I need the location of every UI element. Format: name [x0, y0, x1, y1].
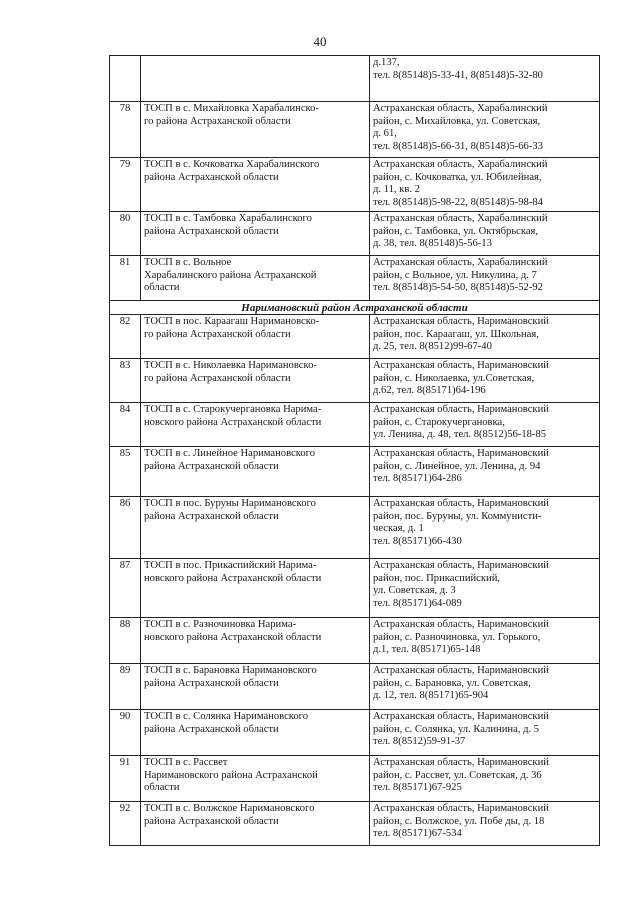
- address-line: Астраханская область, Наримановский: [373, 404, 549, 415]
- address-line: Астраханская область, Наримановский: [373, 360, 549, 371]
- address-line: д.62, тел. 8(85171)64-196: [373, 385, 486, 396]
- table-row: [110, 802, 600, 846]
- address-line: д.1, тел. 8(85171)65-148: [373, 644, 481, 655]
- tosp-name-line: новского района Астраханской области: [144, 631, 322, 643]
- tosp-name-line: района Астраханской области: [144, 815, 279, 827]
- address-cell: [370, 618, 600, 664]
- tosp-name-line: ТОСП в пос. Прикаспийский Нарима-: [144, 560, 317, 571]
- row-number: 83: [110, 359, 141, 403]
- row-number: 88: [110, 618, 141, 664]
- tosp-name-line: ТОСП в с. Тамбовка Харабалинского: [144, 213, 312, 224]
- tosp-name-line: района Астраханской области: [144, 723, 279, 735]
- tosp-name-cell: [141, 618, 370, 664]
- address-cell: [370, 710, 600, 756]
- address-line: Астраханская область, Наримановский: [373, 757, 549, 768]
- address-line: Астраханская область, Наримановский: [373, 560, 549, 571]
- tosp-registry-table: [109, 55, 600, 846]
- address-line: Астраханская область, Харабалинский: [373, 257, 548, 268]
- address-line: тел. 8(85171)67-534: [373, 828, 462, 839]
- tosp-name-line: области: [144, 782, 180, 793]
- row-number: 80: [110, 212, 141, 256]
- table-row: [110, 618, 600, 664]
- tosp-name-line: ТОСП в с. Старокучергановка Нарима-: [144, 404, 322, 415]
- row-number: 84: [110, 403, 141, 447]
- address-line: район, с. Николаевка, ул.Советская,: [373, 372, 535, 384]
- row-number: 91: [110, 756, 141, 802]
- tosp-name-line: ТОСП в пос. Буруны Наримановского: [144, 498, 316, 509]
- address-cell: [370, 212, 600, 256]
- row-number: 90: [110, 710, 141, 756]
- address-cell: [370, 497, 600, 559]
- address-line: район, пос. Прикаспийский,: [373, 572, 501, 584]
- address-line: район, с. Разночиновка, ул. Горького,: [373, 631, 541, 643]
- address-line: район, с. Рассвет, ул. Советская, д. 36: [373, 769, 542, 781]
- tosp-name-cell: [141, 447, 370, 497]
- row-number: 79: [110, 158, 141, 212]
- address-cell: [370, 447, 600, 497]
- address-cell: [370, 664, 600, 710]
- tosp-name-line: ТОСП в с. Рассвет: [144, 757, 228, 768]
- address-cell: [370, 102, 600, 158]
- address-line: д.137,: [373, 57, 400, 68]
- address-cell: [370, 256, 600, 301]
- row-number: 87: [110, 559, 141, 618]
- tosp-name-cell: [141, 664, 370, 710]
- tosp-name-line: ТОСП в с. Волжское Наримановского: [144, 803, 315, 814]
- row-number: 89: [110, 664, 141, 710]
- address-line: Астраханская область, Наримановский: [373, 619, 549, 630]
- tosp-name-line: района Астраханской области: [144, 225, 279, 237]
- address-line: ул. Ленина, д. 48, тел. 8(8512)56-18-85: [373, 429, 547, 440]
- tosp-name-line: го района Астраханской области: [144, 372, 291, 384]
- address-line: район, с Вольное, ул. Никулина, д. 7: [373, 269, 537, 281]
- tosp-name-line: ТОСП в с. Николаевка Наримановско-: [144, 360, 317, 371]
- address-cell: [370, 559, 600, 618]
- address-line: тел. 8(85171)64-286: [373, 473, 462, 484]
- address-cell: [370, 802, 600, 846]
- tosp-name-cell: [141, 256, 370, 301]
- address-line: ческая, д. 1: [373, 523, 424, 534]
- tosp-name-cell: [141, 315, 370, 359]
- address-line: тел. 8(85171)66-430: [373, 535, 462, 547]
- address-line: район, с. Барановка, ул. Советская,: [373, 677, 531, 689]
- address-line: район, пос. Караагаш, ул. Школьная,: [373, 328, 539, 340]
- row-number: 82: [110, 315, 141, 359]
- table-row: [110, 710, 600, 756]
- page-number: 40: [313, 34, 327, 49]
- address-line: район, с. Кочковатка, ул. Юбилейная,: [373, 171, 542, 183]
- tosp-name-cell: [141, 212, 370, 256]
- address-line: Астраханская область, Харабалинский: [373, 213, 548, 224]
- address-line: район, с. Михайловка, ул. Советская,: [373, 115, 541, 127]
- tosp-name-line: ТОСП в с. Кочковатка Харабалинского: [144, 159, 320, 170]
- address-line: Астраханская область, Наримановский: [373, 316, 549, 327]
- address-cell: [370, 359, 600, 403]
- table-row: [110, 664, 600, 710]
- address-cell: [370, 56, 600, 102]
- tosp-name-line: ТОСП в с. Вольное: [144, 257, 232, 268]
- address-line: тел. 8(85148)5-54-50, 8(85148)5-52-92: [373, 282, 543, 293]
- tosp-name-line: района Астраханской области: [144, 171, 279, 183]
- tosp-name-line: новского района Астраханской области: [144, 572, 322, 584]
- address-line: Астраханская область, Харабалинский: [373, 103, 548, 114]
- tosp-name-line: области: [144, 282, 180, 293]
- tosp-name-cell: [141, 756, 370, 802]
- tosp-name-line: го района Астраханской области: [144, 115, 291, 127]
- address-line: д. 61,: [373, 128, 397, 139]
- tosp-name-cell: [141, 497, 370, 559]
- table-row: [110, 447, 600, 497]
- table-row: [110, 315, 600, 359]
- tosp-name-line: района Астраханской области: [144, 460, 279, 472]
- address-line: район, с. Тамбовка, ул. Октябрьская,: [373, 225, 539, 237]
- address-line: тел. 8(8512)59-91-37: [373, 736, 466, 747]
- row-number: 78: [110, 102, 141, 158]
- tosp-name-line: ТОСП в с. Линейное Наримановского: [144, 448, 316, 459]
- address-cell: [370, 756, 600, 802]
- tosp-name-line: района Астраханской области: [144, 677, 279, 689]
- tosp-name-line: новского района Астраханской области: [144, 416, 322, 428]
- row-number: 85: [110, 447, 141, 497]
- region-title: Наримановский район Астраханской области: [110, 301, 600, 315]
- row-number: [110, 56, 141, 102]
- address-line: Астраханская область, Наримановский: [373, 711, 549, 722]
- table-body: [110, 56, 600, 846]
- address-line: д. 11, кв. 2: [373, 184, 420, 195]
- tosp-name-line: ТОСП в с. Михайловка Харабалинско-: [144, 103, 319, 114]
- address-line: район, с. Волжское, ул. Побе ды, д. 18: [373, 815, 545, 827]
- continuation-row: [110, 56, 600, 102]
- address-line: район, с. Солянка, ул. Калинина, д. 5: [373, 723, 540, 735]
- table-row: [110, 359, 600, 403]
- tosp-name-cell: [141, 559, 370, 618]
- address-line: тел. 8(85148)5-33-41, 8(85148)5-32-80: [373, 69, 543, 81]
- address-line: тел. 8(85148)5-66-31, 8(85148)5-66-33: [373, 140, 543, 152]
- address-line: Астраханская область, Наримановский: [373, 665, 549, 676]
- table-row: [110, 403, 600, 447]
- address-line: тел. 8(85148)5-98-22, 8(85148)5-98-84: [373, 196, 543, 208]
- address-cell: [370, 315, 600, 359]
- address-line: Астраханская область, Наримановский: [373, 803, 549, 814]
- address-line: Астраханская область, Наримановский: [373, 448, 549, 459]
- tosp-name-cell: [141, 710, 370, 756]
- tosp-name-line: ТОСП в с. Разночиновка Нарима-: [144, 619, 297, 630]
- address-line: Астраханская область, Наримановский: [373, 498, 549, 509]
- tosp-name-cell: [141, 359, 370, 403]
- tosp-name-cell: [141, 403, 370, 447]
- table-row: [110, 559, 600, 618]
- address-line: тел. 8(85171)67-925: [373, 782, 462, 793]
- region-header-row: [110, 301, 600, 315]
- tosp-name-cell: [141, 802, 370, 846]
- address-line: д. 12, тел. 8(85171)65-904: [373, 690, 489, 701]
- table-row: [110, 102, 600, 158]
- tosp-name-line: ТОСП в с. Солянка Наримановского: [144, 711, 309, 722]
- tosp-name-cell: [141, 158, 370, 212]
- tosp-name-line: го района Астраханской области: [144, 328, 291, 340]
- address-line: район, с. Линейное, ул. Ленина, д. 94: [373, 460, 541, 472]
- address-line: д. 25, тел. 8(8512)99-67-40: [373, 341, 492, 352]
- table-row: [110, 756, 600, 802]
- address-line: район, пос. Буруны, ул. Коммунисти-: [373, 510, 542, 522]
- address-line: Астраханская область, Харабалинский: [373, 159, 548, 170]
- tosp-name-line: района Астраханской области: [144, 510, 279, 522]
- tosp-name-line: Харабалинского района Астраханской: [144, 269, 317, 281]
- row-number: 86: [110, 497, 141, 559]
- table-row: [110, 212, 600, 256]
- address-line: тел. 8(85171)64-089: [373, 597, 462, 609]
- address-line: район, с. Старокучергановка,: [373, 416, 505, 428]
- address-cell: [370, 158, 600, 212]
- tosp-name-line: ТОСП в пос. Караагаш Наримановско-: [144, 316, 320, 327]
- table-row: [110, 497, 600, 559]
- address-cell: [370, 403, 600, 447]
- address-line: ул. Советская, д. 3: [373, 585, 456, 596]
- row-number: 92: [110, 802, 141, 846]
- tosp-name-cell: [141, 102, 370, 158]
- table-row: [110, 158, 600, 212]
- tosp-name-line: Наримановского района Астраханской: [144, 769, 318, 781]
- row-number: 81: [110, 256, 141, 301]
- address-line: д. 38, тел. 8(85148)5-56-13: [373, 238, 492, 249]
- tosp-name-cell: [141, 56, 370, 102]
- table-row: [110, 256, 600, 301]
- tosp-name-line: ТОСП в с. Барановка Наримановского: [144, 665, 317, 676]
